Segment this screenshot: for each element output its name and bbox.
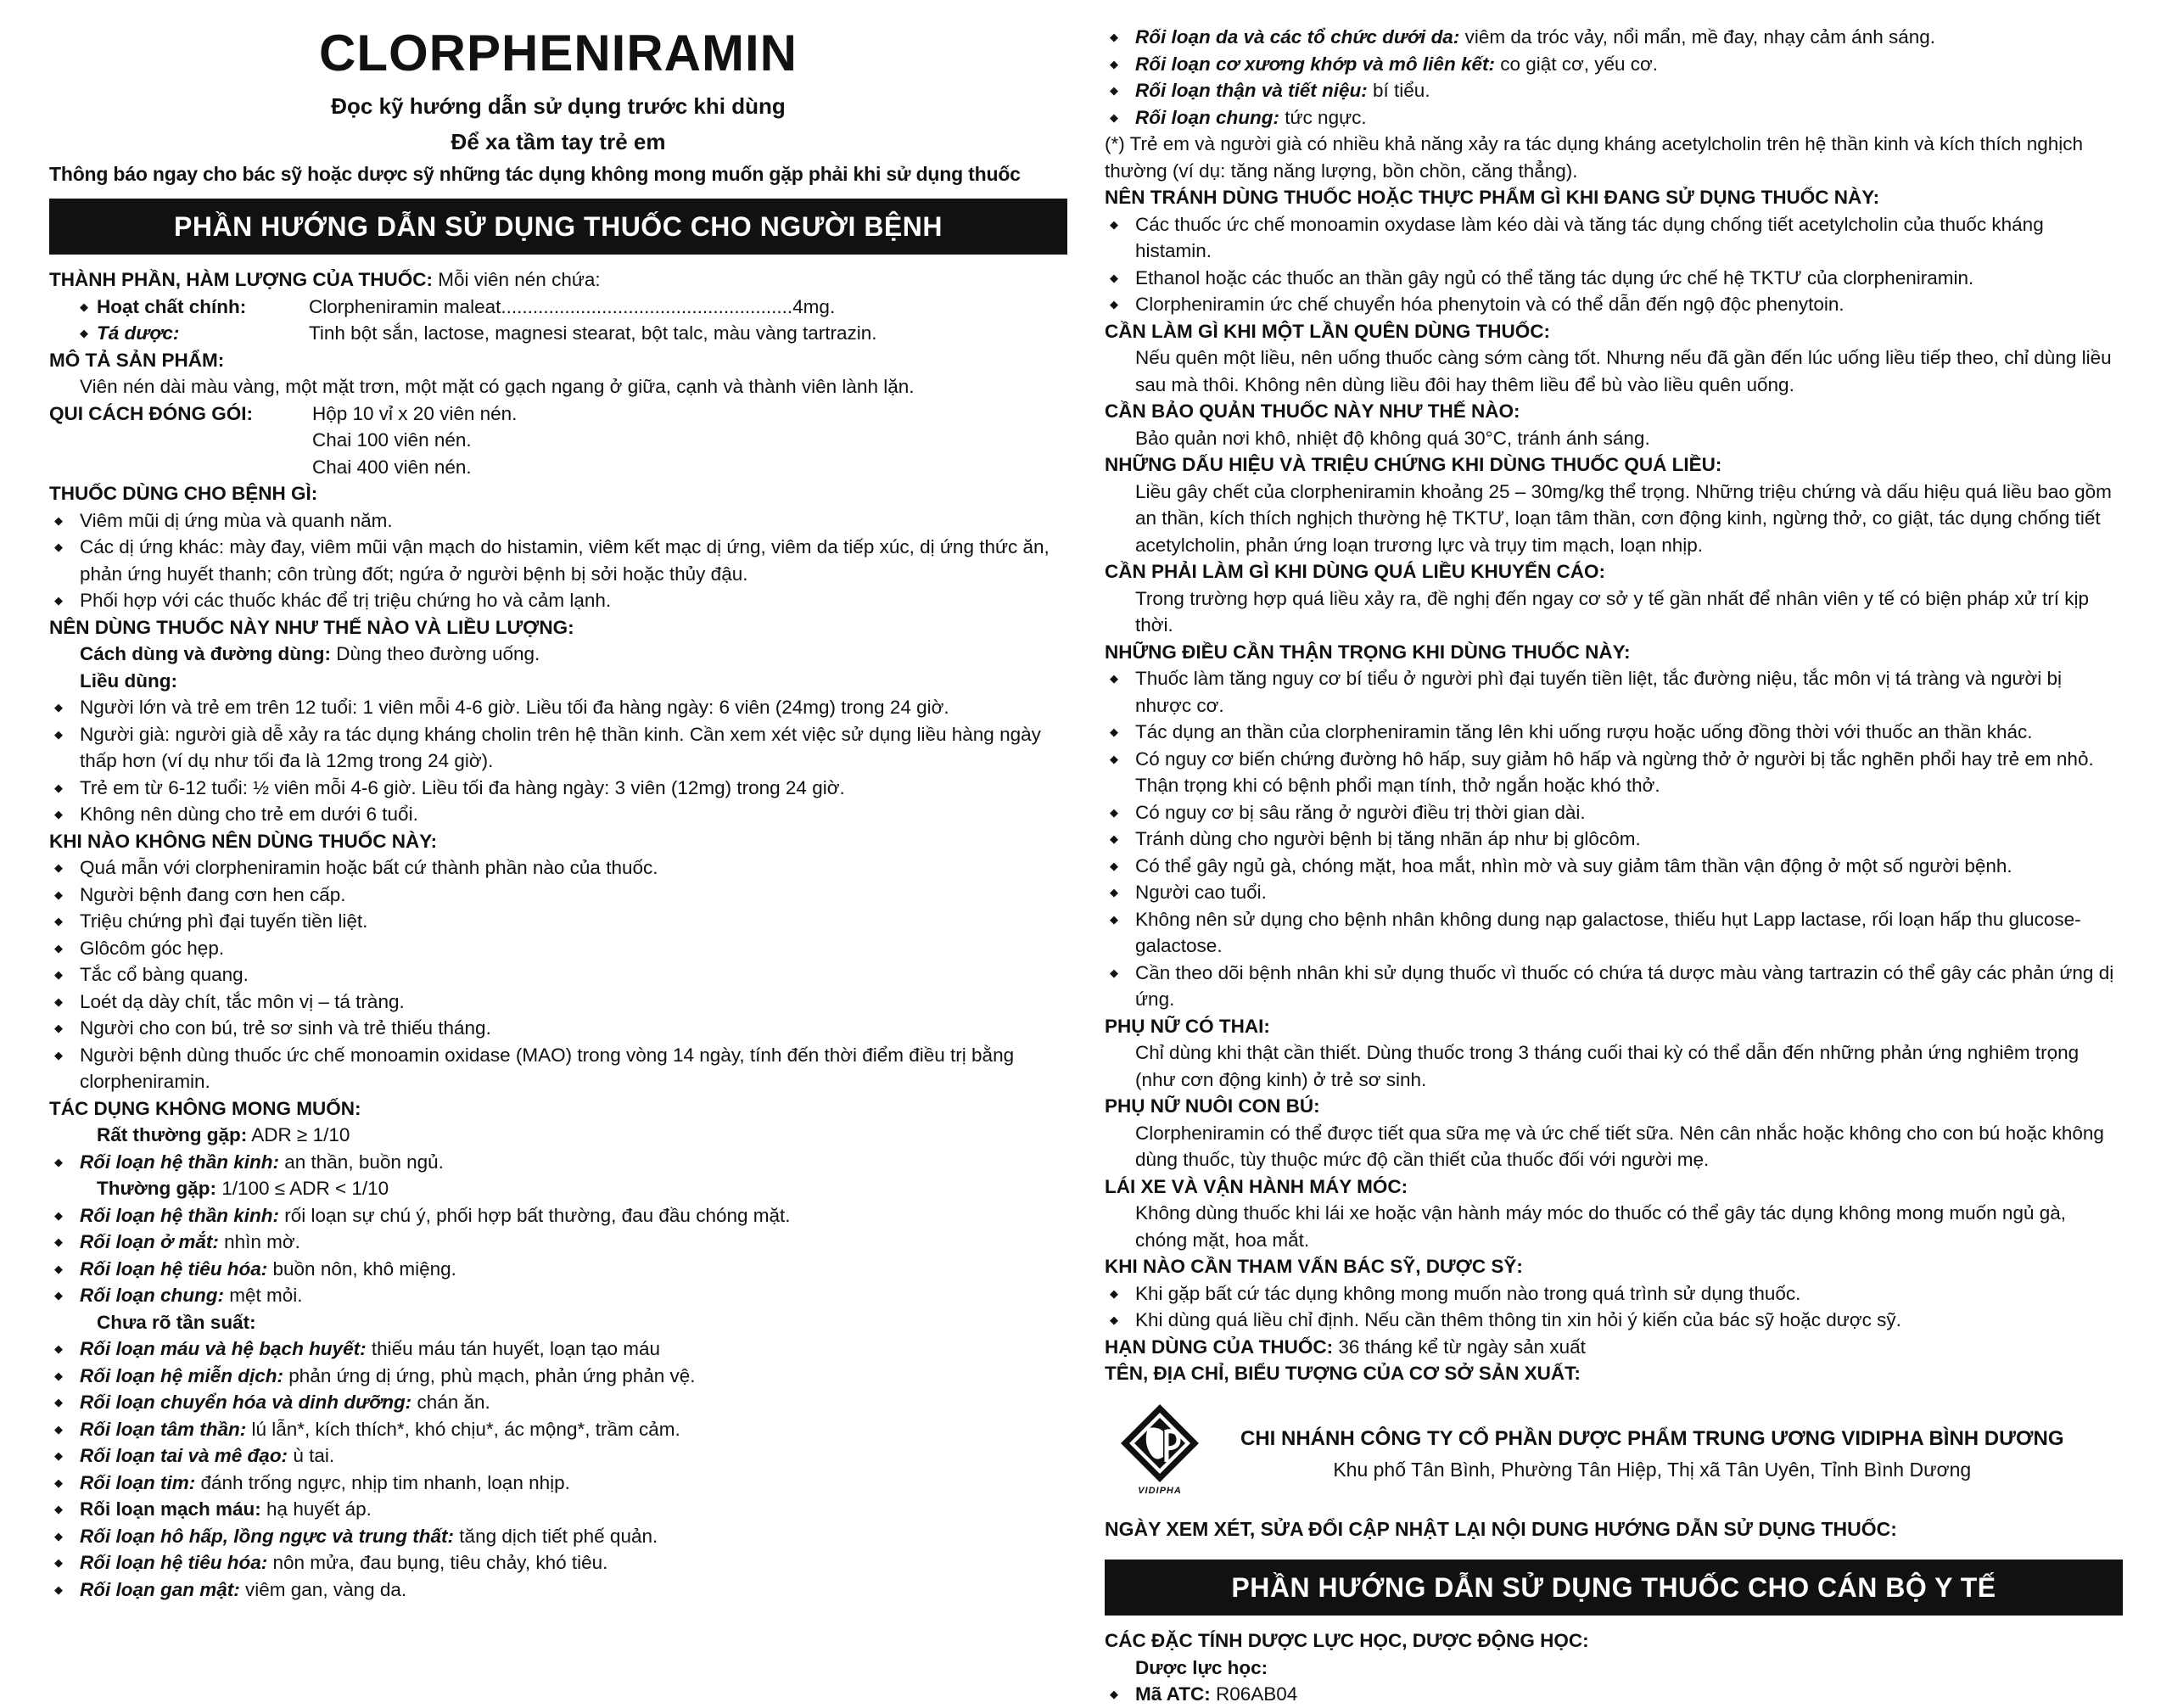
- adverse-item-value: nôn mửa, đau bụng, tiêu chảy, khó tiêu.: [267, 1552, 608, 1573]
- adverse-item-label: Rối loạn máu và hệ bạch huyết:: [80, 1338, 367, 1359]
- adverse-item-label: Rối loạn hệ thần kinh:: [80, 1151, 279, 1173]
- adverse-item-value: nhìn mờ.: [218, 1231, 300, 1252]
- overdose-signs-text: Liều gây chết của clorpheniramin khoảng 25 – 30mg/kg thể trọng. Những triệu chứng và dấu hiệu quá liều bao gồm an thần, kích thích nghịch thường hệ TKTƯ, loạn tâm thần, cơn động kinh, ngừng thở, co giật, tác dụng chống tiết acetylcholin, phản ứng loạn trương lực và trụy tim mạch, loạn nhịp.: [1135, 480, 2112, 556]
- dose-item: ◆ Trẻ em từ 6-12 tuổi: ½ viên mỗi 4-6 giờ. Liều tối đa hàng ngày: 3 viên (12mg) trong 24 giờ.: [49, 775, 1067, 802]
- driving-heading: LÁI XE VÀ VẬN HÀNH MÁY MÓC:: [1105, 1175, 1408, 1197]
- logo-wordmark: VIDIPHA: [1138, 1485, 1182, 1496]
- contraindications-heading: KHI NÀO KHÔNG NÊN DÙNG THUỐC NÀY:: [49, 830, 438, 852]
- adverse-item: [49, 1442, 1067, 1470]
- freq-value: ADR ≥ 1/10: [247, 1124, 350, 1145]
- adverse-item-value: co giật cơ, yếu cơ.: [1494, 53, 1659, 75]
- driving-text: Không dùng thuốc khi lái xe hoặc vận hành máy móc do thuốc có thể gây tác dụng không mong muốn ngủ gà, chóng mặt, hoa mắt.: [1135, 1202, 2066, 1251]
- dosage-heading: NÊN DÙNG THUỐC NÀY NHƯ THẾ NÀO VÀ LIỀU LƯỢNG:: [49, 616, 574, 638]
- company-name: CHI NHÁNH CÔNG TY CỔ PHẦN DƯỢC PHẨM TRUNG ƯƠNG VIDIPHA BÌNH DƯƠNG: [1240, 1426, 2064, 1450]
- route-line: [49, 641, 1067, 668]
- excipient-label: Tá dược:: [97, 322, 180, 344]
- packing-row: [49, 400, 1067, 481]
- vidipha-logo-icon: [1119, 1403, 1201, 1484]
- precaution-item: ◆ Có thể gây ngủ gà, chóng mặt, hoa mắt, nhìn mờ và suy giảm tâm thần vận động ở một số người bệnh.: [1105, 853, 2123, 880]
- atc-value: R06AB04: [1210, 1683, 1298, 1705]
- precaution-item: ◆ Cần theo dõi bệnh nhân khi sử dụng thuốc vì thuốc có chứa tá dược màu vàng tartrazin có thể gây các phản ứng dị ứng.: [1105, 960, 2123, 1013]
- dose-item: ◆ Người lớn và trẻ em trên 12 tuổi: 1 viên mỗi 4-6 giờ. Liều tối đa hàng ngày: 6 viên (24mg) trong 24 giờ.: [49, 694, 1067, 721]
- adverse-item-label: Rối loạn ở mắt:: [80, 1231, 219, 1252]
- adverse-item-label: Rối loạn chung:: [1135, 106, 1279, 128]
- consult-heading: KHI NÀO CẦN THAM VẤN BÁC SỸ, DƯỢC SỸ:: [1105, 1256, 1523, 1277]
- adverse-item: [1105, 51, 2123, 78]
- active-ingredient-label: Hoạt chất chính:: [97, 295, 247, 317]
- contraindication-item: ◆ Quá mẫn với clorpheniramin hoặc bất cứ thành phần nào của thuốc.: [49, 854, 1067, 882]
- contraindication-item: ◆ Loét dạ dày chít, tắc môn vị – tá tràng.: [49, 988, 1067, 1016]
- adverse-item-value: an thần, buồn ngủ.: [279, 1151, 444, 1173]
- precaution-item: ◆ Người cao tuổi.: [1105, 879, 2123, 906]
- excipient-row: ◆ Tá dược: Tinh bột sắn, lactose, magnesi stearat, bột talc, màu vàng tartrazin.: [49, 320, 1067, 347]
- keep-away-children-warning: Để xa tầm tay trẻ em: [451, 129, 666, 154]
- review-date-heading: NGÀY XEM XÉT, SỬA ĐỔI CẬP NHẬT LẠI NỘI DUNG HƯỚNG DẪN SỬ DỤNG THUỐC:: [1105, 1517, 1897, 1540]
- adverse-item-value: chán ăn.: [411, 1392, 490, 1413]
- adverse-item-value: phản ứng dị ứng, phù mạch, phản ứng phản vệ.: [283, 1364, 696, 1386]
- adverse-item: [49, 1202, 1067, 1229]
- expiry-heading: HẠN DÙNG CỦA THUỐC:: [1105, 1336, 1334, 1358]
- adverse-item: [49, 1363, 1067, 1390]
- precaution-item: ◆ Có nguy cơ bị sâu răng ở người điều trị thời gian dài.: [1105, 799, 2123, 826]
- dose-item: ◆ Không nên dùng cho trẻ em dưới 6 tuổi.: [49, 801, 1067, 828]
- adverse-item: [49, 1389, 1067, 1416]
- adverse-item-label: Rối loạn da và các tổ chức dưới da:: [1135, 26, 1460, 48]
- adverse-item-value: thiếu máu tán huyết, loạn tạo máu: [366, 1338, 661, 1359]
- dose-label: Liều dùng:: [80, 669, 177, 692]
- adverse-item-value: buồn nôn, khô miệng.: [267, 1257, 456, 1280]
- report-side-effects-notice: Thông báo ngay cho bác sỹ hoặc dược sỹ những tác dụng không mong muốn gặp phải khi sử dụng thuốc: [49, 163, 1021, 185]
- adverse-item-label: Rối loạn gan mật:: [80, 1578, 240, 1600]
- adverse-item-value: lú lẫn*, kích thích*, khó chịu*, ác mộng*, trầm cảm.: [246, 1418, 680, 1440]
- precaution-item: ◆ Không nên sử dụng cho bệnh nhân không dung nạp galactose, thiếu hụt Lapp lactase, rối loạn hấp thu glucose-galactose.: [1105, 906, 2123, 960]
- overdose-action-text: Trong trường hợp quá liều xảy ra, đề nghị đến ngay cơ sở y tế gần nhất để nhân viên y tế có biện pháp xử trí kịp thời.: [1135, 587, 2089, 636]
- indication-item: ◆ Các dị ứng khác: mày đay, viêm mũi vận mạch do histamin, viêm kết mạc dị ứng, viêm da tiếp xúc, dị ứng thức ăn, phản ứng huyết thanh; côn trùng đốt; ngứa ở người bệnh bị sởi hoặc thủy đậu.: [49, 534, 1067, 587]
- active-ingredient-value: Clorpheniramin maleat.......................................................4mg.: [309, 295, 836, 317]
- adverse-item: [49, 1229, 1067, 1256]
- adverse-item: [49, 1256, 1067, 1283]
- freq-unknown: Chưa rõ tần suất:: [97, 1311, 256, 1333]
- contraindication-item: ◆ Tắc cổ bàng quang.: [49, 961, 1067, 988]
- excipient-value: Tinh bột sắn, lactose, magnesi stearat, bột talc, màu vàng tartrazin.: [309, 322, 877, 344]
- overdose-signs-heading: NHỮNG DẤU HIỆU VÀ TRIỆU CHỨNG KHI DÙNG THUỐC QUÁ LIỀU:: [1105, 454, 1722, 475]
- drug-title: CLORPHENIRAMIN: [319, 25, 798, 81]
- adverse-item-value: ù tai.: [288, 1445, 335, 1466]
- read-instructions-warning: Đọc kỹ hướng dẫn sử dụng trước khi dùng: [331, 93, 786, 119]
- contraindication-item: ◆ Người bệnh dùng thuốc ức chế monoamin oxidase (MAO) trong vòng 14 ngày, tính đến thời điểm điều trị bằng clorpheniramin.: [49, 1042, 1067, 1095]
- overdose-action-heading: CẦN PHẢI LÀM GÌ KHI DÙNG QUÁ LIỀU KHUYẾN CÁO:: [1105, 561, 1605, 582]
- adverse-item-value: tăng dịch tiết phế quản.: [454, 1525, 658, 1547]
- company-info: [1240, 1423, 2064, 1484]
- route-label: Cách dùng và đường dùng:: [80, 643, 332, 664]
- dose-item: ◆ Người già: người già dễ xảy ra tác dụng kháng cholin trên hệ thần kinh. Cần xem xét việc sử dụng liều hàng ngày thấp hơn (ví dụ như tối đa là 12mg trong 24 giờ).: [49, 721, 1067, 775]
- lactation-heading: PHỤ NỮ NUÔI CON BÚ:: [1105, 1095, 1320, 1117]
- contraindication-item: ◆ Glôcôm góc hẹp.: [49, 935, 1067, 962]
- pregnancy-heading: PHỤ NỮ CÓ THAI:: [1105, 1015, 1270, 1037]
- packing-item: Hộp 10 vỉ x 20 viên nén.: [312, 402, 518, 424]
- pharmacodynamics-label: Dược lực học:: [1135, 1656, 1268, 1678]
- expiry-value: 36 tháng kể từ ngày sản xuất: [1333, 1336, 1586, 1358]
- adverse-item: [49, 1416, 1067, 1443]
- freq-very-common: [49, 1122, 1067, 1149]
- precaution-item: ◆ Tránh dùng cho người bệnh bị tăng nhãn áp như bị glôcôm.: [1105, 826, 2123, 853]
- adverse-effects-heading: TÁC DỤNG KHÔNG MONG MUỐN:: [49, 1097, 361, 1119]
- contraindication-item: ◆ Người bệnh đang cơn hen cấp.: [49, 882, 1067, 909]
- adverse-item-label: Rối loạn cơ xương khớp và mô liên kết:: [1135, 53, 1495, 75]
- precautions-heading: NHỮNG ĐIỀU CẦN THẬN TRỌNG KHI DÙNG THUỐC NÀY:: [1105, 641, 1631, 663]
- missed-dose-heading: CẦN LÀM GÌ KHI MỘT LẦN QUÊN DÙNG THUỐC:: [1105, 320, 1550, 342]
- lactation-text: Clorpheniramin có thể được tiết qua sữa mẹ và ức chế tiết sữa. Nên cân nhắc hoặc không cho con bú hoặc không dùng thuốc, tùy thuộc mức độ cần thiết của thuốc đối với người mẹ.: [1135, 1122, 2104, 1170]
- adverse-item-label: Rối loạn hệ miễn dịch:: [80, 1364, 284, 1386]
- atc-line: [1105, 1681, 2123, 1708]
- description-heading: MÔ TẢ SẢN PHẨM:: [49, 349, 225, 371]
- packing-item: Chai 400 viên nén.: [312, 456, 472, 478]
- contraindication-item: ◆ Triệu chứng phì đại tuyến tiền liệt.: [49, 908, 1067, 935]
- staff-section-banner: PHẦN HƯỚNG DẪN SỬ DỤNG THUỐC CHO CÁN BỘ Y TẾ: [1105, 1560, 2123, 1616]
- interactions-heading: NÊN TRÁNH DÙNG THUỐC HOẶC THỰC PHẨM GÌ KHI ĐANG SỬ DỤNG THUỐC NÀY:: [1105, 187, 1880, 208]
- adverse-item-label: Rối loạn hệ tiêu hóa:: [80, 1552, 268, 1573]
- indication-item: ◆ Viêm mũi dị ứng mùa và quanh năm.: [49, 507, 1067, 535]
- right-column: [1105, 24, 2123, 1708]
- adverse-item-label: Rối loạn chuyển hóa và dinh dưỡng:: [80, 1392, 412, 1413]
- composition-line: [49, 266, 1067, 294]
- packing-heading: QUI CÁCH ĐÓNG GÓI:: [49, 402, 253, 424]
- precaution-item: ◆ Thuốc làm tăng nguy cơ bí tiểu ở người phì đại tuyến tiền liệt, tắc đường niệu, tắc môn vị tá tràng và người bị nhược cơ.: [1105, 665, 2123, 719]
- adverse-item-value: rối loạn sự chú ý, phối hợp bất thường, đau đầu chóng mặt.: [279, 1204, 791, 1226]
- adverse-item: [49, 1149, 1067, 1176]
- description-text: Viên nén dài màu vàng, một mặt trơn, một mặt có gạch ngang ở giữa, cạnh và thành viên lành lặn.: [80, 376, 915, 397]
- adverse-item-label: Rối loạn thận và tiết niệu:: [1135, 80, 1368, 101]
- precaution-item: ◆ Tác dụng an thần của clorpheniramin tăng lên khi uống rượu hoặc uống đồng thời với thuốc an thần khác.: [1105, 719, 2123, 746]
- adverse-item: [1105, 24, 2123, 51]
- adverse-item-label: Rối loạn mạch máu:: [80, 1498, 261, 1520]
- interaction-item: ◆ Clorpheniramin ức chế chuyển hóa phenytoin và có thể dẫn đến ngộ độc phenytoin.: [1105, 291, 2123, 318]
- adverse-item-value: bí tiểu.: [1367, 80, 1430, 101]
- patient-section-banner: PHẦN HƯỚNG DẪN SỬ DỤNG THUỐC CHO NGƯỜI BỆNH: [49, 199, 1067, 255]
- adverse-item: [49, 1496, 1067, 1523]
- freq-value: 1/100 ≤ ADR < 1/10: [216, 1178, 389, 1199]
- contraindication-item: ◆ Người cho con bú, trẻ sơ sinh và trẻ thiếu tháng.: [49, 1015, 1067, 1042]
- adverse-item: [49, 1282, 1067, 1309]
- adverse-item-value: viêm da tróc vảy, nổi mẩn, mề đay, nhạy cảm ánh sáng.: [1459, 26, 1936, 48]
- pregnancy-text: Chỉ dùng khi thật cần thiết. Dùng thuốc trong 3 tháng cuối thai kỳ có thể dẫn đến những phản ứng nghiêm trọng (như cơn động kinh) ở trẻ sơ sinh.: [1135, 1042, 2080, 1090]
- adverse-item: [49, 1470, 1067, 1497]
- precaution-item: ◆ Có nguy cơ biến chứng đường hô hấp, suy giảm hô hấp và ngừng thở ở người bị tắc nghẽn phổi hay trẻ em nhỏ. Thận trọng khi có bệnh phổi mạn tính, thở ngắn hoặc khó thở.: [1105, 746, 2123, 799]
- adverse-item-value: đánh trống ngực, nhịp tim nhanh, loạn nhịp.: [195, 1471, 570, 1493]
- adverse-item-label: Rối loạn chung:: [80, 1285, 224, 1306]
- packing-item: Chai 100 viên nén.: [312, 429, 472, 451]
- freq-label: Thường gặp:: [97, 1178, 217, 1199]
- adverse-item-label: Rối loạn tim:: [80, 1471, 196, 1493]
- adverse-item: [49, 1576, 1067, 1604]
- footnote: (*) Trẻ em và người già có nhiều khả năng xảy ra tác dụng kháng acetylcholin trên hệ thần kinh và kích thích nghịch thường (ví dụ: tăng năng lượng, bồn chồn, căng thẳng).: [1105, 133, 2083, 182]
- pharmacology-heading: CÁC ĐẶC TÍNH DƯỢC LỰC HỌC, DƯỢC ĐỘNG HỌC:: [1105, 1630, 1589, 1651]
- adverse-item: [1105, 104, 2123, 132]
- adverse-item-label: Rối loạn hệ thần kinh:: [80, 1204, 279, 1226]
- freq-label: Rất thường gặp:: [97, 1124, 248, 1145]
- company-address: Khu phố Tân Bình, Phường Tân Hiệp, Thị xã Tân Uyên, Tỉnh Bình Dương: [1333, 1458, 1972, 1481]
- route-value: Dùng theo đường uống.: [331, 643, 540, 664]
- freq-common: [49, 1175, 1067, 1202]
- interaction-item: ◆ Ethanol hoặc các thuốc an thần gây ngủ có thể tăng tác dụng ức chế hệ TKTƯ của clorpheniramin.: [1105, 265, 2123, 292]
- active-ingredient-row: ◆ Hoạt chất chính: Clorpheniramin maleat.......................................................4mg.: [49, 294, 1067, 321]
- composition-text: Mỗi viên nén chứa:: [433, 269, 601, 290]
- left-column: [49, 0, 1067, 1603]
- storage-text: Bảo quản nơi khô, nhiệt độ không quá 30°C, tránh ánh sáng.: [1135, 427, 1650, 449]
- consult-item: ◆ Khi dùng quá liều chỉ định. Nếu cần thêm thông tin xin hỏi ý kiến của bác sỹ hoặc dược sỹ.: [1105, 1307, 2123, 1334]
- adverse-item-label: Rối loạn hệ tiêu hóa:: [80, 1257, 268, 1280]
- adverse-item: [49, 1549, 1067, 1576]
- expiry-line: [1105, 1334, 2123, 1361]
- adverse-item-value: mệt mỏi.: [223, 1285, 303, 1306]
- adverse-item: [49, 1336, 1067, 1363]
- adverse-item-value: viêm gan, vàng da.: [239, 1578, 407, 1600]
- manufacturer-block: [1105, 1403, 2123, 1504]
- vidipha-logo: [1105, 1403, 1215, 1504]
- adverse-item-label: Rối loạn tai và mê đạo:: [80, 1445, 288, 1466]
- adverse-item: [1105, 77, 2123, 104]
- adverse-item-label: Rối loạn tâm thần:: [80, 1418, 247, 1440]
- manufacturer-heading: TÊN, ĐỊA CHỈ, BIỂU TƯỢNG CỦA CƠ SỞ SẢN XUẤT:: [1105, 1363, 1581, 1384]
- adverse-item-label: Rối loạn hô hấp, lồng ngực và trung thất:: [80, 1525, 455, 1547]
- adverse-item-value: hạ huyết áp.: [260, 1498, 372, 1520]
- indications-heading: THUỐC DÙNG CHO BỆNH GÌ:: [49, 483, 318, 504]
- adverse-item-value: tức ngực.: [1279, 106, 1367, 128]
- consult-item: ◆ Khi gặp bất cứ tác dụng không mong muốn nào trong quá trình sử dụng thuốc.: [1105, 1280, 2123, 1308]
- storage-heading: CẦN BẢO QUẢN THUỐC NÀY NHƯ THẾ NÀO:: [1105, 400, 1520, 422]
- adverse-item: [49, 1523, 1067, 1550]
- missed-dose-text: Nếu quên một liều, nên uống thuốc càng sớm càng tốt. Nhưng nếu đã gần đến lúc uống liều tiếp theo, chỉ dùng liều sau mà thôi. Không nên dùng liều đôi hay thêm liều để bù vào liều quên uống.: [1135, 347, 2112, 395]
- composition-heading: THÀNH PHẦN, HÀM LƯỢNG CỦA THUỐC:: [49, 269, 433, 290]
- indication-item: ◆ Phối hợp với các thuốc khác để trị triệu chứng ho và cảm lạnh.: [49, 587, 1067, 614]
- atc-label: Mã ATC:: [1135, 1683, 1211, 1705]
- interaction-item: ◆ Các thuốc ức chế monoamin oxydase làm kéo dài và tăng tác dụng chống tiết acetylcholin của thuốc kháng histamin.: [1105, 211, 2123, 265]
